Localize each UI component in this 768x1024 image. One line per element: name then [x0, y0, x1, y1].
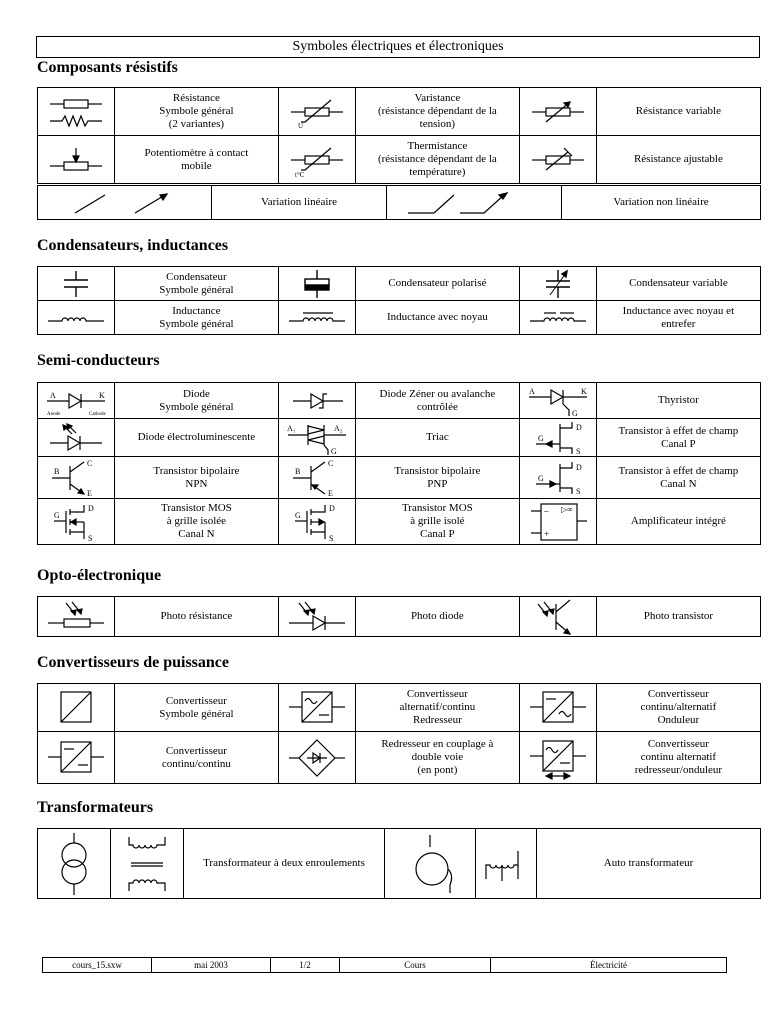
mos-p-symbol-cell	[278, 499, 355, 545]
label-mos-n: Transistor MOS à grille isolée Canal N	[114, 499, 278, 545]
svg-text:E: E	[327, 488, 333, 498]
photodiode-symbol-cell	[278, 597, 355, 637]
label-gapped-core-inductor: Inductance avec noyau et entrefer	[596, 301, 760, 335]
diode-symbol-cell	[38, 383, 115, 419]
gapped-core-inductor-symbol-cell	[519, 301, 596, 335]
svg-text:B: B	[53, 466, 60, 476]
label-diode: Diode Symbole général	[114, 383, 278, 419]
label-linear-variation: Variation linéaire	[212, 186, 387, 220]
label-core-inductor: Inductance avec noyau	[355, 301, 519, 335]
transformer-circles-symbol-cell	[38, 829, 111, 899]
rectifier-symbol-cell	[278, 684, 355, 732]
photoresistor-symbol-cell	[38, 597, 115, 637]
mosfet-p-channel-icon	[285, 501, 349, 543]
label-opamp: Amplificateur intégré	[596, 499, 760, 545]
rectifier-icon	[285, 687, 349, 729]
footer-date: mai 2003	[152, 958, 271, 973]
label-variable-capacitor: Condensateur variable	[596, 267, 760, 301]
svg-text:S: S	[575, 446, 581, 456]
svg-text:▷∞: ▷∞	[560, 504, 573, 514]
autotransformer-coil-symbol-cell	[476, 829, 537, 899]
label-autotransformer: Auto transformateur	[537, 829, 761, 899]
label-two-winding-transformer: Transformateur à deux enroulements	[184, 829, 385, 899]
variable-resistor-icon	[526, 92, 590, 132]
nonlinear-variation-symbol-cell	[387, 186, 562, 220]
core-inductor-icon	[285, 303, 349, 333]
thermistor-symbol-cell	[278, 136, 355, 184]
thermistor-icon	[285, 140, 349, 180]
label-pnp: Transistor bipolaire PNP	[355, 457, 519, 499]
core-inductor-symbol-cell	[278, 301, 355, 335]
polarized-capacitor-symbol-cell	[278, 267, 355, 301]
label-thyristor: Thyristor	[596, 383, 760, 419]
svg-text:G: G	[294, 510, 301, 520]
svg-text:+: +	[543, 528, 549, 539]
table-transformers	[37, 828, 761, 899]
label-triac: Triac	[355, 419, 519, 457]
section-heading-capacitors: Condensateurs, inductances	[37, 237, 229, 254]
svg-text:U: U	[297, 121, 303, 130]
rectifier-inverter-icon	[526, 736, 590, 780]
dcdc-symbol-cell	[38, 732, 115, 784]
svg-text:A: A	[49, 390, 56, 400]
converter-symbol-cell	[38, 684, 115, 732]
integrated-amplifier-icon	[525, 501, 591, 543]
svg-text:D: D	[575, 462, 582, 472]
section-heading-converters: Convertisseurs de puissance	[37, 654, 230, 671]
footer-type: Cours	[340, 958, 491, 973]
varistor-icon	[285, 92, 349, 132]
jfet-p-channel-icon	[526, 420, 590, 456]
svg-text:E: E	[86, 488, 92, 498]
label-led: Diode électroluminescente	[114, 419, 278, 457]
zener-diode-symbol-cell	[278, 383, 355, 419]
jfet-n-channel-icon	[526, 458, 590, 498]
label-photodiode: Photo diode	[355, 597, 519, 637]
adjustable-resistor-symbol-cell	[519, 136, 596, 184]
svg-text:K: K	[98, 390, 105, 400]
label-capacitor: Condensateur Symbole général	[114, 267, 278, 301]
capacitor-icon	[44, 269, 108, 299]
transformer-circles-icon	[42, 831, 106, 897]
variable-capacitor-icon	[526, 269, 590, 299]
npn-symbol-cell	[38, 457, 115, 499]
page-footer	[42, 957, 727, 973]
bridge-rectifier-icon	[285, 736, 349, 780]
label-variable-resistor: Résistance variable	[596, 88, 760, 136]
label-bridge-rectifier: Redresseur en couplage à double voie (en pont)	[355, 732, 519, 784]
zener-diode-icon	[285, 386, 349, 416]
page-title: Symboles électriques et électroniques	[36, 36, 760, 58]
potentiometer-icon	[44, 140, 108, 180]
label-resistor: Résistance Symbole général (2 variantes)	[114, 88, 278, 136]
svg-text:D: D	[87, 503, 94, 513]
potentiometer-symbol-cell	[38, 136, 115, 184]
svg-text:A₁: A₁	[286, 423, 296, 433]
label-jfet-n: Transistor à effet de champ Canal N	[596, 457, 760, 499]
variable-capacitor-symbol-cell	[519, 267, 596, 301]
pnp-transistor-icon	[285, 458, 349, 498]
phototransistor-icon	[526, 598, 590, 636]
linear-variation-icon	[65, 189, 185, 217]
footer-subject: Électricité	[491, 958, 727, 973]
rectifier-inverter-symbol-cell	[519, 732, 596, 784]
opamp-symbol-cell	[519, 499, 596, 545]
led-icon	[44, 421, 108, 455]
svg-text:G: G	[53, 510, 60, 520]
adjustable-resistor-icon	[526, 140, 590, 180]
table-opto	[37, 596, 761, 637]
converter-icon	[44, 687, 108, 729]
resistor-icon	[44, 92, 108, 132]
label-converter: Convertisseur Symbole général	[114, 684, 278, 732]
svg-text:t°C: t°C	[294, 170, 305, 179]
variable-resistor-symbol-cell	[519, 88, 596, 136]
autotransformer-coil-icon	[478, 831, 534, 897]
transformer-coils-symbol-cell	[111, 829, 184, 899]
inverter-icon	[526, 687, 590, 729]
label-inductor: Inductance Symbole général	[114, 301, 278, 335]
jfet-n-symbol-cell	[519, 457, 596, 499]
diode-icon	[41, 384, 111, 418]
label-adjustable-resistor: Résistance ajustable	[596, 136, 760, 184]
capacitor-symbol-cell	[38, 267, 115, 301]
phototransistor-symbol-cell	[519, 597, 596, 637]
dc-dc-converter-icon	[44, 737, 108, 779]
label-inverter: Convertisseur continu/alternatif Onduleur	[596, 684, 760, 732]
label-rectifier-inverter: Convertisseur continu alternatif redresseur/onduleur	[596, 732, 760, 784]
photoresistor-icon	[44, 599, 108, 635]
label-rectifier: Convertisseur alternatif/continu Redresseur	[355, 684, 519, 732]
inductor-symbol-cell	[38, 301, 115, 335]
jfet-p-symbol-cell	[519, 419, 596, 457]
svg-text:S: S	[575, 486, 581, 496]
svg-text:S: S	[328, 533, 334, 543]
svg-text:G: G	[330, 446, 337, 456]
pnp-symbol-cell	[278, 457, 355, 499]
svg-text:G: G	[537, 433, 544, 443]
label-mos-p: Transistor MOS à grille isolé Canal P	[355, 499, 519, 545]
svg-text:A: A	[528, 386, 535, 396]
label-dcdc: Convertisseur continu/continu	[114, 732, 278, 784]
transformer-coils-icon	[115, 831, 179, 897]
triac-symbol-cell	[278, 419, 355, 457]
nonlinear-variation-icon	[404, 189, 544, 217]
svg-text:G: G	[537, 473, 544, 483]
mos-n-symbol-cell	[38, 499, 115, 545]
table-resistive	[37, 87, 761, 184]
varistor-symbol-cell	[278, 88, 355, 136]
autotransformer-circle-icon	[398, 831, 462, 897]
svg-text:C: C	[86, 458, 93, 468]
gapped-core-inductor-icon	[526, 303, 590, 333]
svg-text:–: –	[543, 505, 549, 516]
linear-variation-symbol-cell	[38, 186, 212, 220]
bridge-rectifier-symbol-cell	[278, 732, 355, 784]
footer-page-number: 1/2	[271, 958, 340, 973]
table-converters	[37, 683, 761, 784]
label-thermistor: Thermistance (résistance dépendant de la température)	[355, 136, 519, 184]
svg-text:K: K	[580, 386, 587, 396]
label-potentiometer: Potentiomètre à contact mobile	[114, 136, 278, 184]
svg-text:G: G	[571, 408, 578, 418]
photodiode-icon	[285, 599, 349, 635]
label-jfet-p: Transistor à effet de champ Canal P	[596, 419, 760, 457]
mosfet-n-channel-icon	[44, 501, 108, 543]
svg-text:A₂: A₂	[333, 423, 343, 433]
section-heading-semiconductors: Semi-conducteurs	[37, 352, 160, 369]
polarized-capacitor-icon	[285, 269, 349, 299]
label-zener-diode: Diode Zéner ou avalanche contrôlée	[355, 383, 519, 419]
label-polarized-capacitor: Condensateur polarisé	[355, 267, 519, 301]
svg-text:Anode: Anode	[46, 411, 61, 417]
svg-text:D: D	[328, 503, 335, 513]
label-varistor: Varistance (résistance dépendant de la tension)	[355, 88, 519, 136]
table-semiconductors	[37, 382, 761, 545]
triac-icon	[284, 420, 350, 456]
label-phototransistor: Photo transistor	[596, 597, 760, 637]
label-photoresistor: Photo résistance	[114, 597, 278, 637]
thyristor-icon	[523, 384, 593, 418]
resistor-symbol-cell	[38, 88, 115, 136]
section-heading-transformers: Transformateurs	[37, 799, 154, 816]
autotransformer-circle-symbol-cell	[385, 829, 476, 899]
section-heading-resistive: Composants résistifs	[37, 59, 178, 76]
svg-text:B: B	[294, 466, 301, 476]
footer-filename: cours_15.sxw	[43, 958, 152, 973]
thyristor-symbol-cell	[519, 383, 596, 419]
table-capacitors	[37, 266, 761, 335]
svg-text:C: C	[327, 458, 334, 468]
npn-transistor-icon	[44, 458, 108, 498]
svg-text:S: S	[87, 533, 93, 543]
inverter-symbol-cell	[519, 684, 596, 732]
section-heading-opto: Opto-électronique	[37, 567, 162, 584]
label-nonlinear-variation: Variation non linéaire	[562, 186, 761, 220]
svg-text:Cathode: Cathode	[88, 411, 106, 417]
svg-text:D: D	[575, 422, 582, 432]
label-npn: Transistor bipolaire NPN	[114, 457, 278, 499]
inductor-icon	[44, 303, 108, 333]
table-variation	[37, 185, 761, 220]
led-symbol-cell	[38, 419, 115, 457]
